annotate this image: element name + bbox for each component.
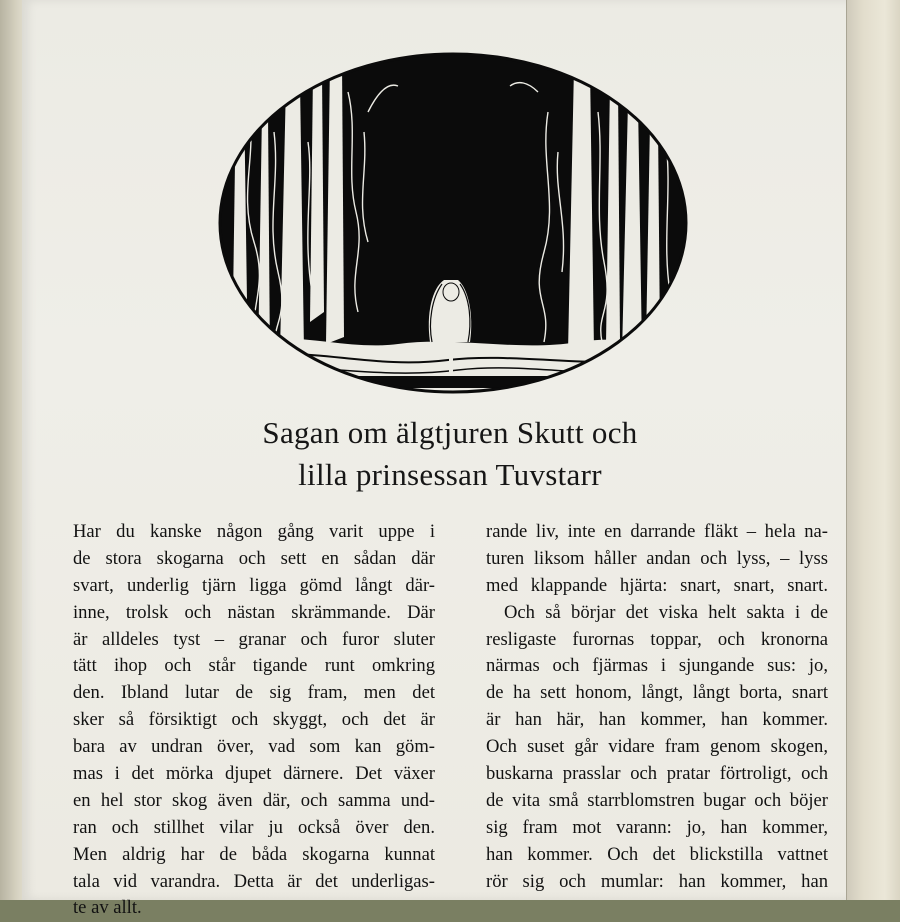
text-line: ran och stillhet vilar ju också över den. — [73, 816, 435, 838]
story-title — [150, 412, 750, 496]
text-line: är alldeles tyst – granar och furor sluter — [73, 628, 435, 650]
text-line: svart, underlig tjärn ligga gömd långt där- — [73, 574, 435, 596]
text-line: te av allt. — [73, 897, 142, 919]
text-line: inne, trolsk och nästan skrämmande. Där — [73, 601, 435, 623]
text-line: tala vid varandra. Detta är det underligas- — [73, 870, 435, 892]
text-line: Och suset går vidare fram genom skogen, — [486, 736, 828, 758]
title-line-1: Sagan om älgtjuren Skutt och — [262, 415, 638, 450]
text-line: Men aldrig har de båda skogarna kunnat — [73, 843, 435, 865]
text-line: närmas och fjärmas i sjungande sus: jo, — [486, 655, 828, 677]
title-line-2: lilla prinsessan Tuvstarr — [298, 457, 602, 492]
text-line: de vita små starrblomstren bugar och böjer — [486, 789, 828, 811]
text-line: turen liksom håller andan och lyss, – lyss — [486, 547, 828, 569]
text-line: sker så försiktigt och skyggt, och det är — [73, 709, 435, 731]
text-line: rör sig och mumlar: han kommer, han — [486, 870, 828, 892]
text-line: Har du kanske någon gång varit uppe i — [73, 521, 435, 542]
text-line: Och så börjar det viska helt sakta i de — [504, 601, 828, 623]
text-line: en hel stor skog även där, och samma und- — [73, 789, 435, 811]
text-line: den. Ibland lutar de sig fram, men det — [73, 682, 435, 704]
right-text-column — [486, 519, 828, 895]
text-line: är han här, han kommer, han kommer. — [486, 709, 828, 731]
text-line: de ha sett honom, långt, långt borta, snart — [486, 682, 828, 704]
text-line: buskarna prasslar och pratar förtroligt, och — [486, 763, 828, 785]
text-line: sig fram mot varann: jo, han kommer, — [486, 816, 828, 838]
text-line: de stora skogarna och sett en sådan där — [73, 547, 435, 569]
left-text-column — [73, 519, 435, 922]
text-line: mas i det mörka djupet därnere. Det växer — [73, 763, 435, 785]
text-line: med klappande hjärta: snart, snart, snart. — [486, 574, 828, 596]
text-line: han kommer. Och det blickstilla vattnet — [486, 843, 828, 865]
right-page-edges — [846, 0, 900, 900]
forest-tarn-princess-illustration — [218, 52, 688, 394]
text-line: bara av undran över, vad som kan göm- — [73, 736, 435, 758]
text-line: rande liv, inte en darrande fläkt – hela na- — [486, 521, 828, 542]
text-line: resligaste furornas toppar, och kronorna — [486, 628, 828, 650]
text-line: tätt ihop och står tigande runt omkring — [73, 655, 435, 677]
